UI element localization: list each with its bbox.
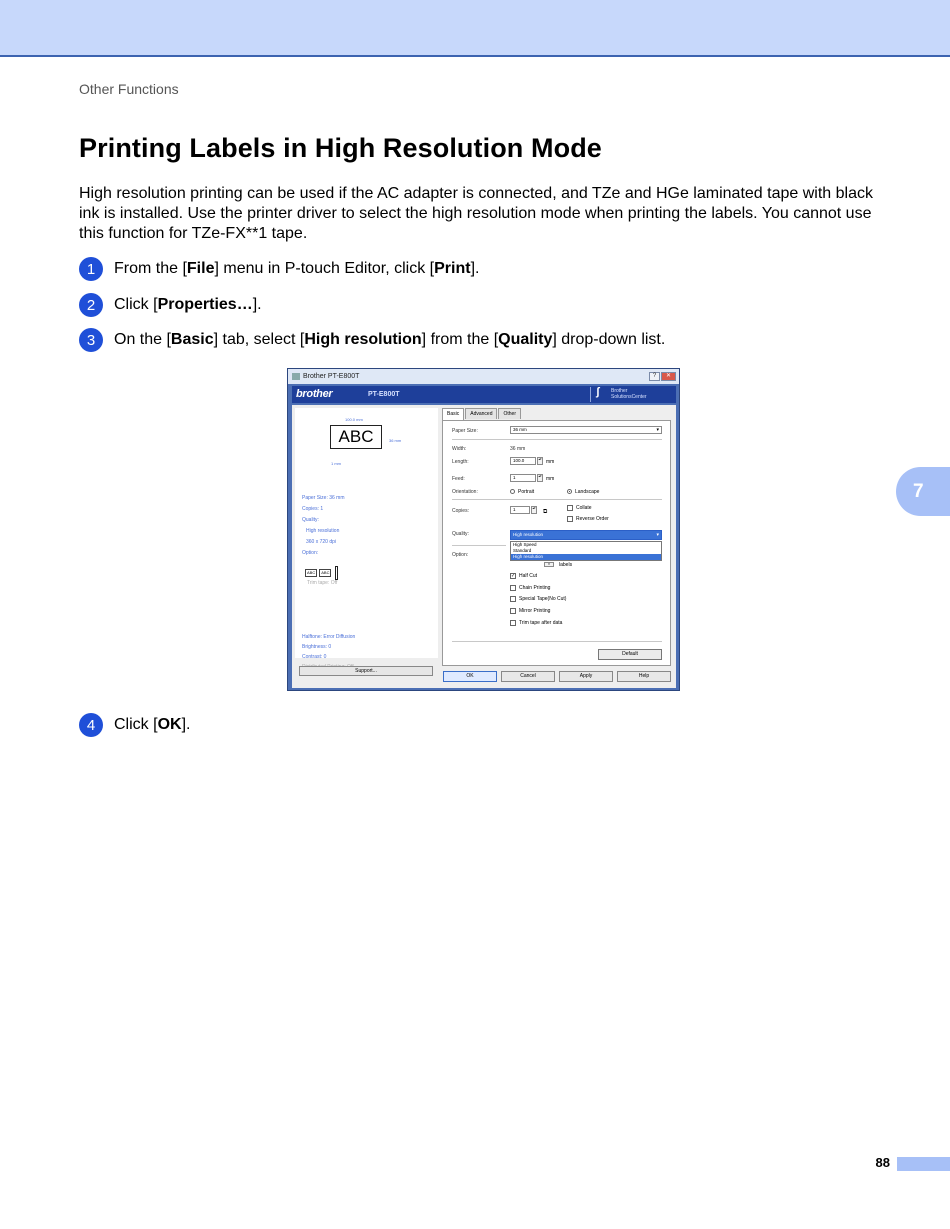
- reverse-order-label: Reverse Order: [576, 516, 609, 522]
- image-settings-summary: Halftone: Error Diffusion Brightness: 0 Contrast: 0: [302, 634, 356, 660]
- length-spinner-icon[interactable]: ▴▾: [537, 457, 543, 465]
- length-label: Length:: [452, 459, 469, 465]
- cut-marker: [335, 566, 338, 580]
- chain-printing-checkbox[interactable]: [510, 585, 516, 591]
- default-button[interactable]: Default: [598, 649, 662, 660]
- quality-dropdown-list: [510, 541, 662, 561]
- portrait-radio[interactable]: [510, 489, 515, 494]
- divider: [452, 545, 506, 546]
- step-number: 3: [79, 328, 103, 352]
- option-spinner-icon[interactable]: ▾: [544, 562, 554, 567]
- chevron-down-icon: ▾: [656, 427, 659, 433]
- help-button[interactable]: Help: [617, 671, 671, 682]
- trim-tape-note: Trim tape: Off: [307, 580, 338, 586]
- settings-summary: Paper Size: 36 mm Copies: 1 Quality: High resolution 360 x 720 dpi Option:: [302, 495, 345, 556]
- step-2: [79, 293, 262, 317]
- orientation-label: Orientation:: [452, 489, 478, 495]
- ok-button[interactable]: OK: [443, 671, 497, 682]
- paper-size-label: Paper Size:: [452, 428, 478, 434]
- divider: [452, 499, 662, 500]
- tab-bar: [442, 408, 522, 420]
- solutions-center-icon: ʃ: [596, 386, 600, 398]
- solutions-center-link[interactable]: ʃ Brother SolutionsCenter: [590, 387, 674, 402]
- brother-logo: brother: [296, 388, 333, 400]
- option-label: Option:: [452, 552, 469, 558]
- step-4: [79, 713, 190, 737]
- mirror-printing-checkbox[interactable]: [510, 608, 516, 614]
- step-number: 2: [79, 293, 103, 317]
- help-window-icon[interactable]: ?: [649, 372, 660, 381]
- divider: [452, 439, 662, 440]
- step-text: Click [Properties…].: [114, 296, 262, 313]
- special-tape-label: Special Tape(No Cut): [519, 596, 567, 602]
- step-text: Click [OK].: [114, 716, 191, 733]
- cancel-button[interactable]: Cancel: [501, 671, 555, 682]
- step-number: 1: [79, 257, 103, 281]
- width-dimension: 100.0 mm: [345, 417, 363, 422]
- labels-unit: labels: [559, 562, 573, 568]
- half-cut-label: Half Cut: [519, 573, 538, 579]
- step-number: 4: [79, 713, 103, 737]
- copies-spinner-icon[interactable]: ▴▾: [531, 506, 537, 514]
- landscape-radio[interactable]: [567, 489, 572, 494]
- mirror-printing-label: Mirror Printing: [519, 608, 551, 614]
- length-input[interactable]: 100.0: [510, 457, 536, 465]
- printer-icon: [292, 373, 300, 380]
- reverse-order-checkbox[interactable]: [567, 516, 573, 522]
- feed-label: Feed:: [452, 476, 465, 482]
- dialog-body: [292, 405, 676, 688]
- label-preview: ABC: [330, 425, 382, 449]
- quality-select[interactable]: High resolution ▾: [510, 530, 662, 540]
- step-text: On the [Basic] tab, select [High resolution] from the [Quality] drop-down list.: [114, 331, 666, 348]
- feed-input[interactable]: 1: [510, 474, 536, 482]
- chapter-tab: 7: [896, 467, 950, 516]
- collate-checkbox[interactable]: [567, 505, 573, 511]
- special-tape-checkbox[interactable]: [510, 596, 516, 602]
- chain-printing-label: Chain Printing: [519, 585, 551, 591]
- feed-spinner-icon[interactable]: ▴▾: [537, 474, 543, 482]
- option-preview: ABC ABC: [305, 566, 338, 580]
- close-icon[interactable]: ✕: [661, 372, 676, 381]
- tab-other[interactable]: Other: [498, 408, 521, 419]
- dialog-buttons: [443, 671, 671, 682]
- quality-label: Quality:: [452, 531, 469, 537]
- support-button[interactable]: Support...: [299, 666, 433, 676]
- banner-model: PT-E800T: [368, 391, 400, 398]
- margin-dimension: 1 mm: [331, 461, 341, 466]
- height-dimension: 36 mm: [389, 438, 402, 443]
- trim-tape-checkbox[interactable]: [510, 620, 516, 626]
- divider: [452, 641, 662, 642]
- step-1: [79, 257, 479, 281]
- page-number-bar: [897, 1157, 950, 1171]
- page-title: Printing Labels in High Resolution Mode: [79, 133, 602, 163]
- collate-label: Collate: [576, 505, 592, 511]
- printer-properties-dialog: [287, 368, 680, 691]
- preview-pane: [295, 408, 438, 658]
- length-unit: mm: [546, 459, 555, 465]
- dialog-titlebar: [288, 369, 679, 384]
- step-text: From the [File] menu in P-touch Editor, click [Print].: [114, 260, 480, 277]
- collate-icon: ⧉: [543, 509, 548, 515]
- window-buttons: [649, 372, 676, 381]
- top-band: [0, 0, 950, 57]
- quality-option-high-speed[interactable]: High Speed: [513, 542, 537, 547]
- brother-banner: [292, 386, 676, 403]
- copies-input[interactable]: 1: [510, 506, 530, 514]
- tab-advanced[interactable]: Advanced: [465, 408, 497, 419]
- width-value: 36 mm: [510, 446, 526, 452]
- feed-unit: mm: [546, 476, 555, 482]
- copies-label: Copies:: [452, 508, 469, 514]
- apply-button[interactable]: Apply: [559, 671, 613, 682]
- half-cut-checkbox[interactable]: ✓: [511, 573, 516, 579]
- tab-basic[interactable]: Basic: [442, 408, 464, 420]
- paper-size-select[interactable]: 36 mm ▾: [510, 426, 662, 434]
- quality-option-high-resolution[interactable]: High resolution: [511, 554, 661, 560]
- dialog-title: Brother PT-E800T: [303, 373, 360, 380]
- intro-paragraph: High resolution printing can be used if the AC adapter is connected, and TZe and HGe laminated tape with black ink is installed. Use the printer driver to select the high resolution mode when printing the labels. You cannot use this function for TZe-FX**1 tape.: [79, 185, 873, 242]
- page-number: 88: [875, 1155, 890, 1170]
- quality-option-standard[interactable]: Standard: [513, 548, 532, 553]
- step-3: [79, 328, 665, 352]
- section-header: Other Functions: [79, 81, 179, 97]
- chevron-down-icon: ▾: [656, 532, 659, 538]
- width-label: Width:: [452, 446, 467, 452]
- portrait-label: Portrait: [518, 489, 535, 495]
- landscape-label: Landscape: [575, 489, 600, 495]
- basic-tab-panel: [442, 420, 671, 666]
- trim-tape-label: Trim tape after data: [519, 620, 563, 626]
